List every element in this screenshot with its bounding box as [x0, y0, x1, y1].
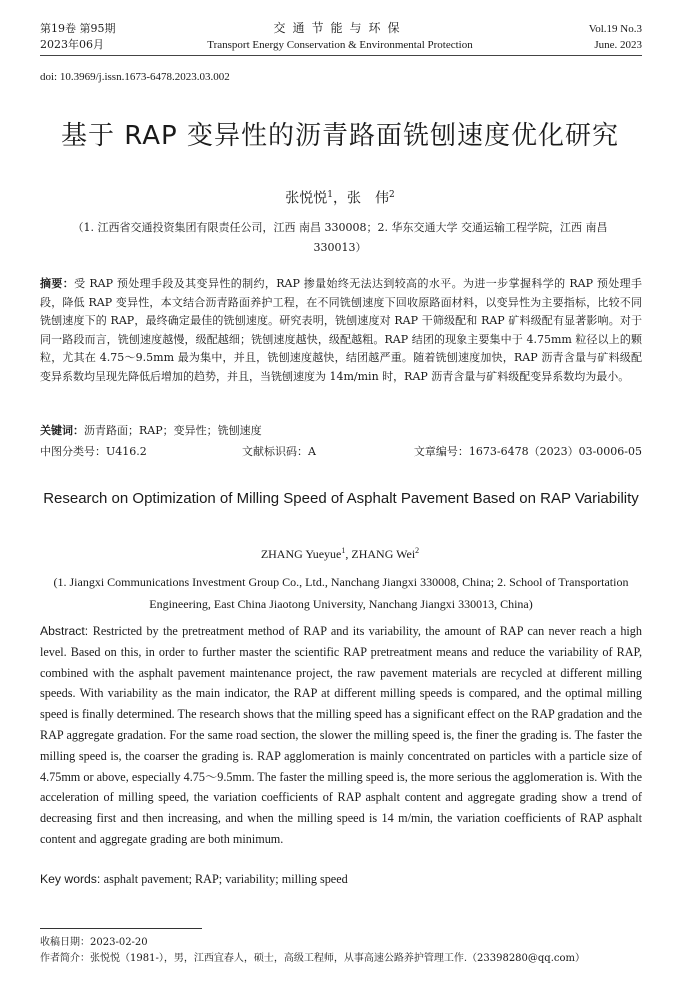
footnote-rule	[40, 928, 202, 929]
abstract-text-en: Restricted by the pretreatment method of RAP and its variability, the amount of RAP can never reach a high level. Based on this, in order to further master the scientific RAP pretreatment means and reduce the variability of RAP, combined with the asphalt pavement maintenance project, the raw pavement materials are recycled at different milling speeds. With variability as the main indicator, the RAP at different milling speeds is compared, and the optimal milling speed is finally determined. The research shows that the milling speed has a significant effect on the RAP gradation and the RAP aggregate gradation. For the same road section, the slower the milling speed is, the finer the grading is. The faster the milling speed is, the coarser the grading is. RAP agglomeration is mainly concentrated on particles with a particle size of 4.75mm or above, especially 4.75～9.5mm. The faster the milling speed is, the more serious the agglomeration is. With the acceleration of milling speed, the variation coefficients of RAP asphalt content and aggregate grading show a trend of decreasing first and then increasing, and when the milling speed is 14 m/min, the variation coefficients of RAP asphalt content and aggregate grading are both minimum.	[40, 624, 642, 846]
journal-name-cn: 交通节能与环保	[273, 21, 407, 35]
journal-name-en: Transport Energy Conservation & Environmental Protection	[207, 39, 473, 51]
volume-issue-cn: 第19卷 第95期	[40, 22, 116, 35]
author-affil-marker: 1	[341, 546, 346, 555]
clc-number: 中图分类号：U416.2	[40, 445, 147, 458]
volume-issue-en: Vol.19 No.3	[588, 23, 642, 35]
abstract-text-cn: 受 RAP 预处理手段及其变异性的制约，RAP 掺量始终无法达到较高的水平。为进一步掌握科学的 RAP 预处理手段，降低 RAP 变异性，本文结合沥青路面养护工程，在不同铣刨速度下回收原路面材料，以变异性为主要指标，比较不同铣刨速度下的 RAP，最终确定最佳的铣刨速度。研究表明，铣刨速度对 RAP 干筛级配和 RAP 矿料级配有显著影响。对于同一路段而言，铣刨速度越慢，级配越细；铣刨速度越快，级配越粗。RAP 结团的现象主要集中于 4.75mm 粒径以上的颗粒，尤其在 4.75～9.5mm 最为集中，并且，铣刨速度越快，结团越严重。随着铣刨速度加快，RAP 沥青含量与矿料级配变异系数均呈现先降低后增加的趋势，并且，当铣刨速度为 14m/min 时，RAP 沥青含量与矿料级配变异系数均为最小。	[40, 277, 642, 383]
header-rule	[40, 55, 642, 56]
author-affil-marker: 1	[327, 190, 333, 200]
abstract-label-en: Abstract:	[40, 624, 93, 638]
keywords-label-en: Key words:	[40, 872, 104, 886]
date-cn: 2023年06月	[40, 38, 104, 51]
paper-title-cn: 基于 RAP 变异性的沥青路面铣刨速度优化研究	[60, 121, 619, 151]
author-separator: ，	[333, 190, 347, 207]
author-affil-marker: 2	[415, 546, 420, 555]
affiliations-en: (1. Jiangxi Communications Investment Group Co., Ltd., Nanchang Jiangxi 330008, China; 2. School of Transportation Engineering, East China Jiaotong University, Nanchang Jiangxi 330013, China)	[53, 575, 629, 611]
keywords-text-en: asphalt pavement; RAP; variability; milling speed	[103, 872, 348, 886]
article-number: 文章编号：1673-6478（2023）03-0006-05	[413, 445, 642, 458]
abstract-label-cn: 摘要：	[40, 277, 75, 290]
doi: doi: 10.3969/j.issn.1673-6478.2023.03.002	[40, 71, 230, 83]
authors-cn	[0, 185, 680, 209]
affiliations-cn: （1. 江西省交通投资集团有限责任公司，江西 南昌 330008；2. 华东交通大学 交通运输工程学院，江西 南昌 330013）	[72, 221, 608, 254]
author-name: ZHANG Wei	[351, 547, 416, 561]
author-separator: ,	[345, 547, 352, 561]
running-header	[0, 0, 680, 60]
author-bio: 作者简介：张悦悦（1981-），男，江西宜春人，硕士，高级工程师，从事高速公路养护管理工作.（23398280@qq.com）	[40, 953, 585, 964]
keywords-cn	[40, 422, 642, 440]
author-name: 张悦悦	[285, 190, 328, 207]
author-name: 张 伟	[347, 190, 389, 207]
paper-title-en: Research on Optimization of Milling Speed of Asphalt Pavement Based on RAP Variability	[43, 490, 639, 507]
keywords-label-cn: 关键词：	[40, 424, 84, 437]
author-name: ZHANG Yueyue	[260, 547, 342, 561]
keywords-text-cn: 沥青路面；RAP；变异性；铣刨速度	[84, 424, 262, 437]
keywords-en	[40, 870, 642, 888]
authors-en	[0, 543, 680, 562]
author-affil-marker: 2	[389, 190, 395, 200]
abstract-en	[40, 621, 642, 850]
date-en: June. 2023	[594, 39, 642, 51]
abstract-cn	[40, 275, 642, 386]
classification-line	[40, 443, 642, 461]
received-date: 收稿日期：2023-02-20	[40, 937, 148, 948]
document-code: 文献标识码：A	[242, 445, 316, 458]
